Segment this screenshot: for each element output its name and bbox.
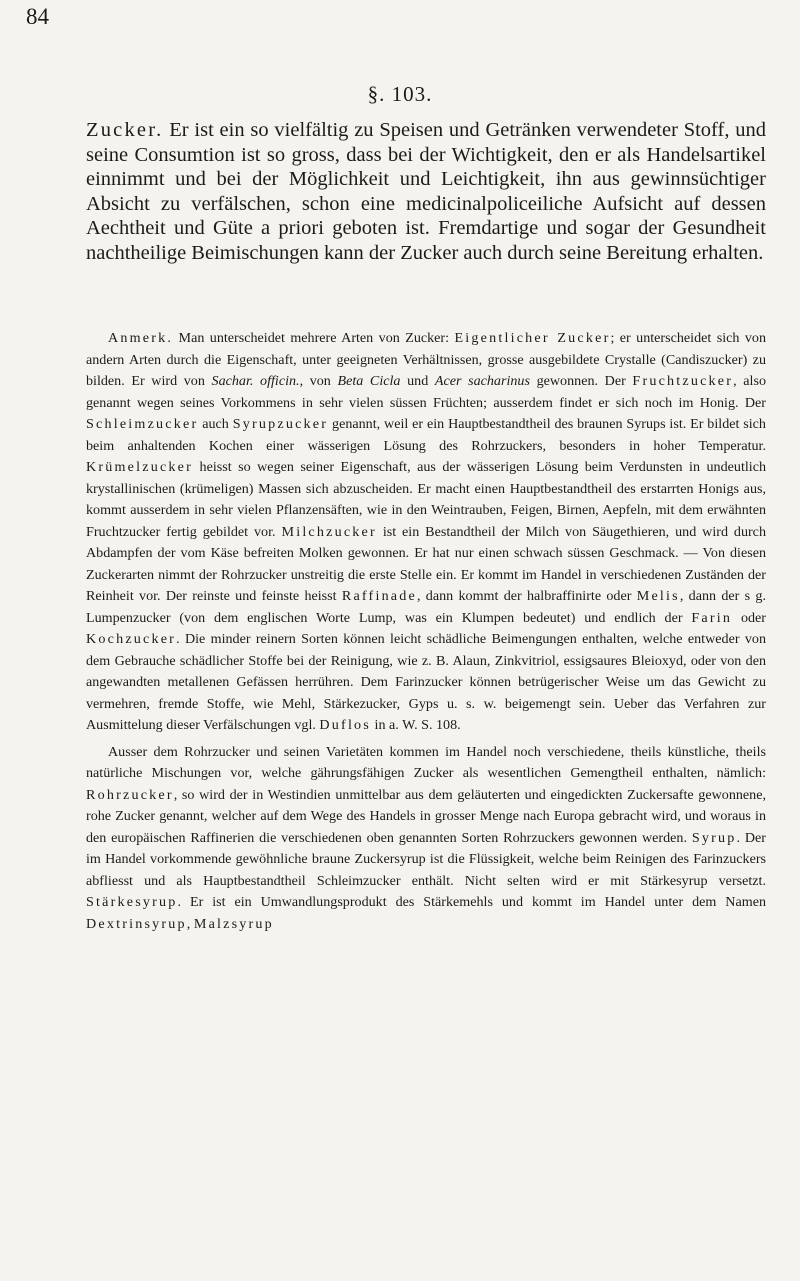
- term-milchzucker: Milchzucker: [281, 523, 377, 540]
- term-syrup: Syrup: [691, 829, 737, 846]
- note-text: , also genannt wegen seines Vorkommens in sehr vielen süssen Früchten; ausserdem findet er sich noch im Honig. Der: [86, 373, 767, 411]
- annotation-block: [86, 328, 766, 935]
- main-paragraph: [86, 118, 766, 266]
- note-text: in a. W. S. 108.: [374, 717, 461, 733]
- note-text: . Er ist ein Umwandlungsprodukt des Stärkemehls und kommt im Handel unter dem Namen: [177, 894, 766, 910]
- term-syrupzucker: Syrupzucker: [232, 416, 329, 432]
- note-paragraph-2: [86, 742, 766, 936]
- term-melis: Melis: [636, 588, 680, 604]
- note-paragraph-1: [86, 328, 766, 737]
- note-text: , so wird der in Westindien unmittelbar aus dem geläuterten und eingedickten Zuckersafte gewonnene, rohe Zucker genannt, welcher auf dem Wege des Handels in grosser Menge nach Europa gebracht wird, und woraus in den europäischen Raffinerien die verschiedenen oben genannten Sorten Rohrzuckers gewonnen werden.: [86, 786, 766, 846]
- term-raffinade: Raffinade: [341, 588, 417, 604]
- lead-term: Zucker.: [86, 119, 164, 141]
- note-text: , von: [299, 373, 331, 389]
- note-text: gewonnen. Der: [536, 373, 626, 389]
- note-text: auch: [202, 416, 229, 432]
- note-text: ist ein Bestandtheil der Milch von Säugethieren, und wird durch Abdampfen der vom Käse befreiten Molken gewonnen. Er hat nur einen schwach süssen Geschmack. — Von diesen Zuckerarten nimmt der Rohrzucker unstreitig die erste Stelle ein. Er kommt im Handel in verschiedenen Zuständen der Reinheit vor. Der reinste und feinste heisst: [86, 523, 766, 604]
- term-kochzucker: Kochzucker: [86, 631, 177, 647]
- page-number: 84: [26, 4, 49, 29]
- note-text: . Der im Handel vorkommende gewöhnliche braune Zuckersyrup ist die Flüssigkeit, welche beim Reinigen des Farinzuckers abfliesst und als Hauptbestandtheil Schleimzucker enthält. Nicht selten wird er mit Stärkesyrup versetzt.: [86, 829, 766, 889]
- note-text: , dann der s g. Lumpenzucker (von dem englischen Worte Lump, was ein Klumpen bedeutet) und endlich der: [86, 588, 766, 626]
- note-text: , dann kommt der halbraffinirte oder: [416, 588, 632, 604]
- latin-sachar: Sachar. officin.: [211, 373, 300, 389]
- latin-beta: Beta Cicla: [337, 373, 401, 389]
- latin-acer: Acer sacharinus: [434, 373, 530, 389]
- note-text: ,: [186, 915, 191, 932]
- note-text: heisst so wegen seiner Eigenschaft, aus der wässerigen Lösung beim Verdunsten in undeutlich krystallinischen (krümeligen) Massen sich abzuscheiden. Er macht einen Hauptbestandtheil des erstarrten Honigs aus, kommt ausserdem in sehr vielen Pflanzensäften, wie in den Weintrauben, Feigen, Birnen, Aepfeln, mit dem erwähnten Fruchtzucker fertig gebildet vor.: [86, 459, 766, 540]
- note-text: oder: [740, 609, 766, 626]
- note-text: genannt, weil er ein Hauptbestandtheil des braunen Syrups ist. Er bildet sich beim anhaltenden Kochen einer wässerigen Lösung des Rohrzuckers, besonders in hoher Temperatur.: [86, 416, 766, 454]
- term-kruemelzucker: Krümelzucker: [86, 459, 194, 475]
- section-heading: §. 103.: [367, 82, 433, 106]
- note-text: ; er unterscheidet sich von andern Arten durch die Eigenschaft, unter geeigneten Verhältnissen, grosse ausgebildete Crystalle (Candiszucker) zu bilden. Er wird von: [86, 330, 766, 389]
- term-eigentlicher-zucker: Eigentlicher Zucker: [454, 330, 611, 346]
- note-text: Man unterscheidet mehrere Arten von Zucker:: [178, 330, 450, 346]
- note-text: . Die minder reinern Sorten können leicht schädliche Beimengungen enthalten, welche entweder von dem Gebrauche schädlicher Stoffe bei der Reinigung, wie z. B. Alaun, Zinkvitriol, essigsaures Bleioxyd, oder von den angewandten metallenen Gefässen herrühren. Dem Farinzucker können betrügerischer Weise um das Gewicht zu vermehren, fremde Stoffe, wie Mehl, Stärkezucker, Gyps u. s. w. beigemengt sein. Ueber das Verfahren zur Ausmittelung dieser Verfälschungen vgl.: [86, 631, 766, 733]
- term-duflos: Duflos: [319, 717, 371, 733]
- term-fruchtzucker: Fruchtzucker: [632, 373, 734, 389]
- term-malzsyrup: Malzsyrup: [193, 915, 274, 932]
- note-text: Ausser dem Rohrzucker und seinen Varietäten kommen im Handel noch verschiedene, theils künstliche, theils natürliche Mischungen vor, welche gährungsfähigen Zucker als wesentlichen Gemengtheil enthalten, nämlich:: [86, 743, 766, 781]
- term-rohrzucker: Rohrzucker: [86, 786, 174, 803]
- term-dextrinsyrup: Dextrinsyrup: [86, 915, 187, 932]
- main-paragraph-text: Er ist ein so vielfältig zu Speisen und Getränken verwendeter Stoff, und seine Consumtion ist so gross, dass bei der Wichtigkeit, den er als Handelsartikel einnimmt und bei der Möglichkeit und Leichtigkeit, ihn aus gewinnsüchtiger Absicht zu verfälschen, schon eine medicinalpoliceiliche Aufsicht auf dessen Aechtheit und Güte a priori geboten ist. Fremdartige und sogar der Gesundheit nachtheilige Beimischungen kann der Zucker auch durch seine Bereitung erhalten.: [86, 119, 766, 264]
- note-text: und: [407, 373, 429, 389]
- term-staerkesyrup: Stärkesyrup: [86, 894, 178, 910]
- term-farin: Farin: [691, 609, 733, 626]
- term-schleimzucker: Schleimzucker: [86, 416, 199, 432]
- note-lead: Anmerk.: [108, 330, 174, 346]
